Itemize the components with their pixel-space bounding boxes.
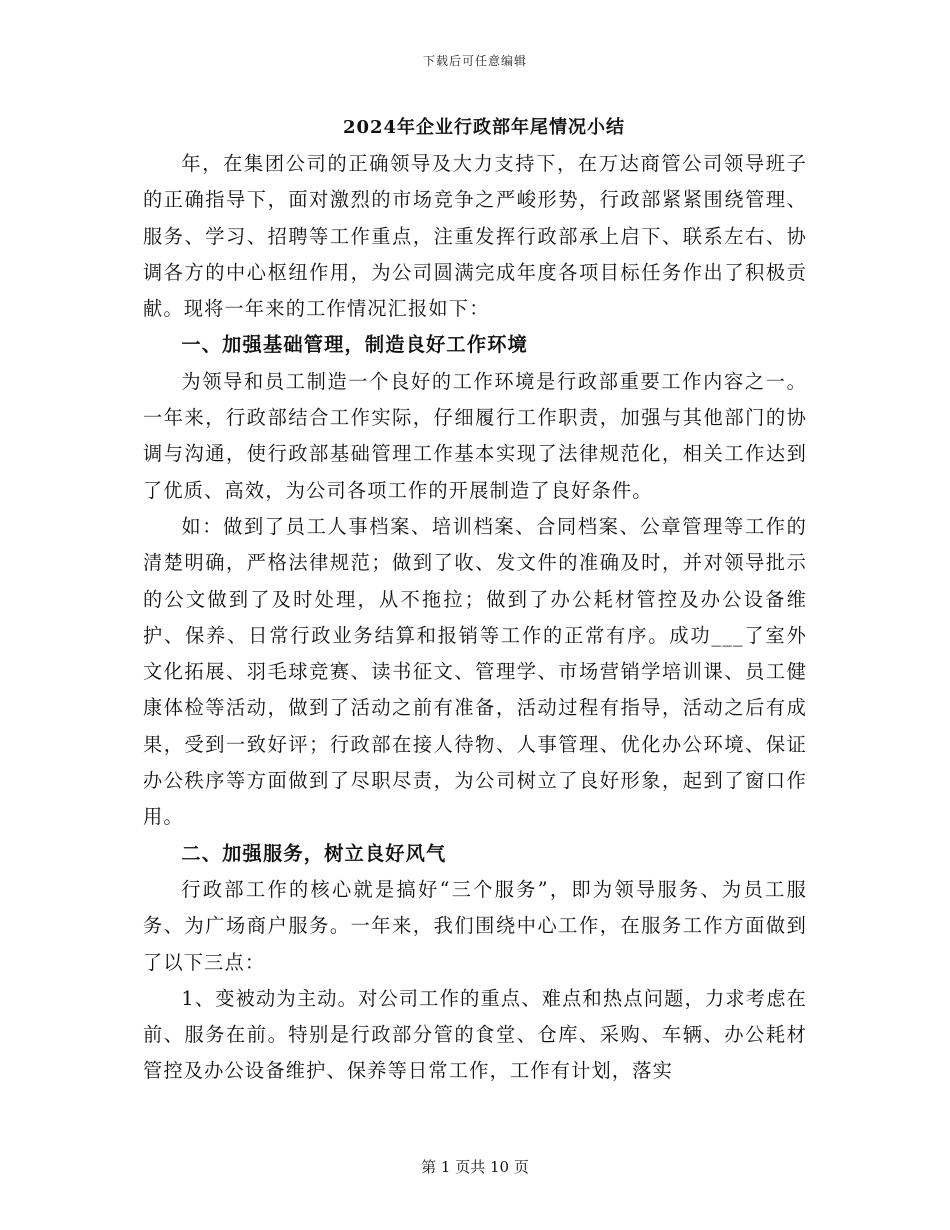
section-1-paragraph-1: 为领导和员工制造一个良好的工作环境是行政部重要工作内容之一。一年来，行政部结合工作实际，仔细履行工作职责，加强与其他部门的协调与沟通，使行政部基础管理工作基本实现了法律规范化，相关工作达到了优质、高效，为公司各项工作的开展制造了良好条件。 xyxy=(143,369,807,502)
section-2-paragraph-1: 行政部工作的核心就是搞好“三个服务”，即为领导服务、为员工服务、为广场商户服务。一年来，我们围绕中心工作，在服务工作方面做到了以下三点： xyxy=(143,877,807,974)
document-title: 2024年企业行政部年尾情况小结 xyxy=(342,117,626,138)
header-note: 下载后可任意编辑 xyxy=(422,54,527,68)
page-footer: 第 1 页共 10 页 xyxy=(421,1158,529,1176)
intro-paragraph: 年，在集团公司的正确领导及大力支持下，在万达商管公司领导班子的正确指导下，面对激烈的市场竞争之严峻形势，行政部紧紧围绕管理、服务、学习、招聘等工作重点，注重发挥行政部承上启下、联系左右、协调各方的中心枢纽作用，为公司圆满完成年度各项目标任务作出了积极贡献。现将一年来的工作情况汇报如下： xyxy=(143,152,807,321)
document-body xyxy=(143,110,807,1090)
section-heading-2: 二、加强服务，树立良好风气 xyxy=(181,841,447,865)
section-2-paragraph-2: 1、变被动为主动。对公司工作的重点、难点和热点问题，力求考虑在前、服务在前。特别是行政部分管的食堂、仓库、采购、车辆、办公耗材管控及办公设备维护、保养等日常工作，工作有计划，落实 xyxy=(143,986,807,1083)
section-heading-1: 一、加强基础管理，制造良好工作环境 xyxy=(181,333,528,357)
section-1-paragraph-2: 如：做到了员工人事档案、培训档案、合同档案、公章管理等工作的清楚明确，严格法律规范；做到了收、发文件的准确及时，并对领导批示的公文做到了及时处理，从不拖拉；做到了办公耗材管控及办公设备维护、保养、日常行政业务结算和报销等工作的正常有序。成功___了室外文化拓展、羽毛球竞赛、读书征文、管理学、市场营销学培训课、员工健康体检等活动，做到了活动之前有准备，活动过程有指导，活动之后有成果，受到一致好评；行政部在接人待物、人事管理、优化办公环境、保证办公秩序等方面做到了尽职尽责，为公司树立了良好形象，起到了窗口作用。 xyxy=(143,514,807,829)
